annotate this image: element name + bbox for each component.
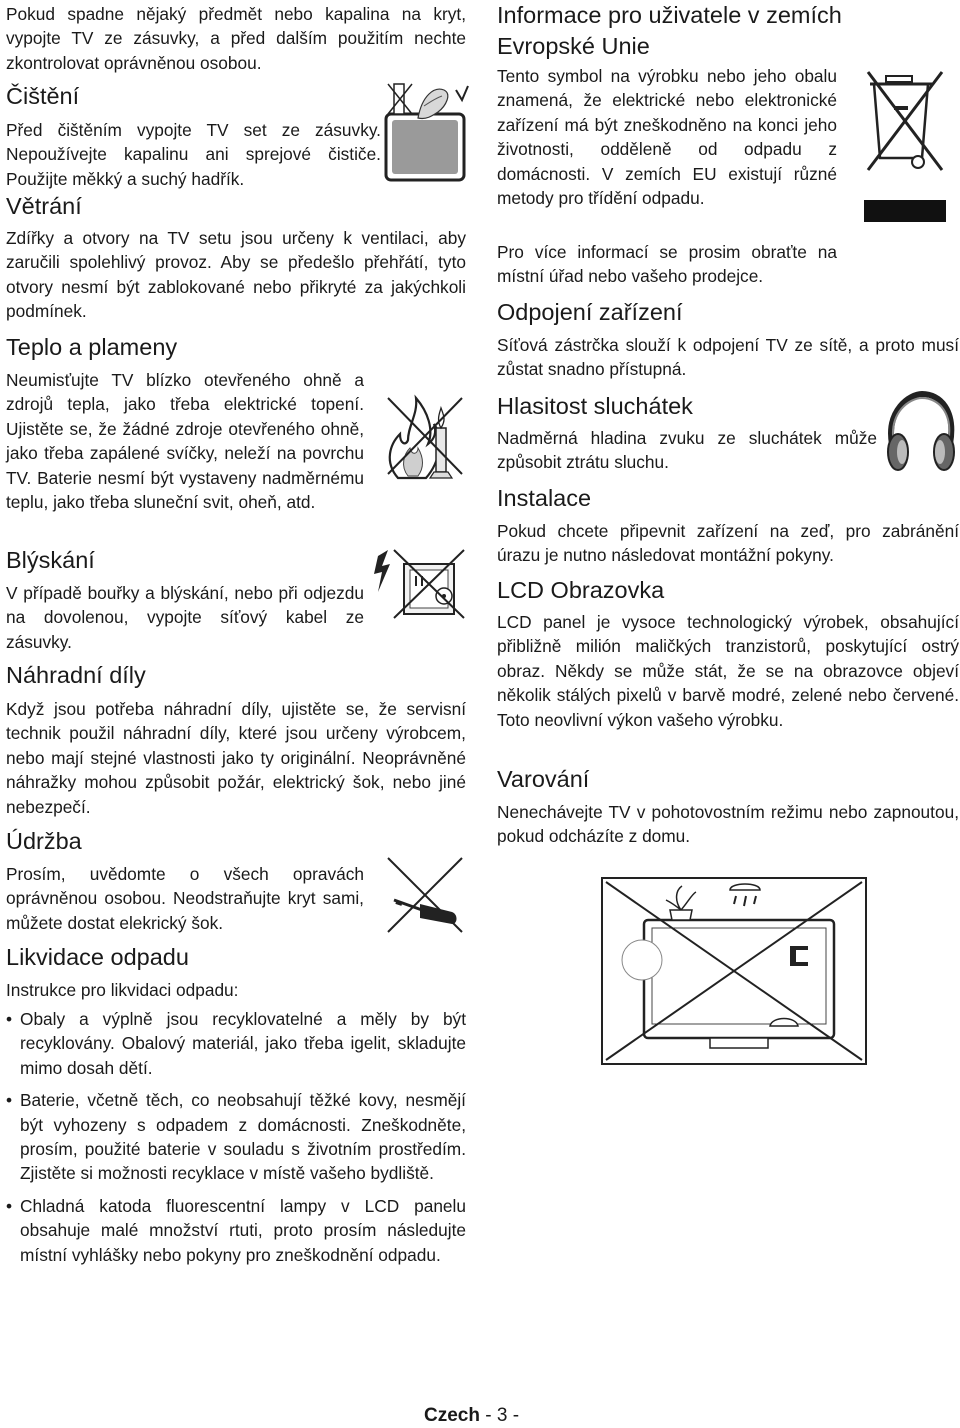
disconnect-heading: Odpojení zařízení <box>497 299 683 325</box>
lightning-heading: Blýskání <box>6 547 95 573</box>
lightning-text: V případě bouřky a blýskání, nebo při odjezdu na dovolenou, vypojte síťový kabel ze zásuvky. <box>6 583 364 652</box>
heat-heading: Teplo a plameny <box>6 334 178 360</box>
no-spray-cleaning-icon <box>382 76 474 186</box>
ventilation-text: Zdířky a otvory na TV setu jsou určeny k ventilaci, aby zaručili spolehlivý provoz. Aby se předešlo přehřátí, tyto otvory nesmí být zablokované nebo přikryté za jakýchkoli podmínek. <box>6 228 466 322</box>
headphones-text: Nadměrná hladina zvuku ze sluchátek může způsobit ztrátu sluchu. <box>497 428 877 473</box>
disposal-heading: Likvidace odpadu <box>6 944 189 970</box>
parts-heading: Náhradní díly <box>6 662 146 688</box>
maintenance-heading: Údržba <box>6 828 82 854</box>
cleaning-text: Před čištěním vypojte TV set ze zásuvky. Nepoužívejte kapalinu ani sprejové čističe. Použijte měkký a suchý hadřík. <box>6 120 381 189</box>
install-text: Pokud chcete připevnit zařízení na zeď, pro zabránění úrazu je nutno následovat montážní pokyny. <box>497 521 959 566</box>
disposal-list <box>6 1007 466 1267</box>
no-screwdriver-icon <box>382 852 468 938</box>
tv-placement-warning-icon <box>600 876 868 1066</box>
bullet-icon: • <box>6 1195 13 1216</box>
list-item: • Chladná katoda fluorescentní lampy v LCD panelu obsahuje malé množství rtuti, proto prosím následujte místní vyhlášky nebo pokyny pro zneškodnění odpadu. <box>6 1195 466 1265</box>
disposal-intro: Instrukce pro likvidaci odpadu: <box>6 980 239 1000</box>
footer-language: Czech <box>424 1405 480 1426</box>
cleaning-heading: Čištění <box>6 83 80 109</box>
parts-text: Když jsou potřeba náhradní díly, ujistěte se, že servisní technik použil náhradní díly, které jsou určeny výrobcem, nebo mají stejné vlastnosti jako ty originální. Neoprávněné náhražky mohou způsobit požár, elektrický šok, nebo jiné nebezpečí. <box>6 699 466 817</box>
no-fire-candle-icon <box>378 388 470 484</box>
disconnect-text: Síťová zástrčka slouží k odpojení TV ze sítě, a proto musí zůstat snadno přístupná. <box>497 335 959 380</box>
eu-text: Tento symbol na výrobku nebo jeho obalu znamená, že elektrické nebo elektronické zařízení má být zneškodněno na konci jeho životnosti, odděleně od odpadu z domácnosti. V zemích EU existují různé metody pro třídění odpadu. <box>497 66 837 209</box>
bullet-icon: • <box>6 1009 13 1029</box>
install-heading: Instalace <box>497 485 592 511</box>
crossed-out-wheelie-bin-icon <box>860 66 950 224</box>
intro-text: Pokud spadne nějaký předmět nebo kapalina na kryt, vypojte TV ze zásuvky, a před dalším použitím nechte zkontrolovat oprávněnou osobou. <box>6 4 466 73</box>
headphones-heading: Hlasitost sluchátek <box>497 393 693 419</box>
lcd-text: LCD panel je vysoce technologický výrobek, obsahující přibližně milión maličkých tranzistorů, poskytující ostrý obraz. Někdy se může stát, že se na obrazovce objeví několik stálých pixelů v barvě modré, zelené nebo červené. Toto neovlivní výkon vašeho výrobku. <box>497 612 959 730</box>
warning-heading: Varování <box>497 766 590 792</box>
bullet-icon: • <box>6 1090 13 1111</box>
page-footer <box>424 1404 519 1428</box>
warning-text: Nenechávejte TV v pohotovostním režimu nebo zapnoutou, pokud odcházíte z domu. <box>497 802 959 847</box>
list-item: • Baterie, včetně těch, co neobsahují těžké kovy, nesmějí být vyhozeny s odpadem z domácnosti. Zneškodněte, prosím, použité baterie v souladu s životním prostředím. Zjistěte si možnosti recyklace v místě vašeho bydliště. <box>6 1090 466 1184</box>
headphones-icon <box>880 390 960 476</box>
eu-heading: Informace pro uživatele v zemích Evropské Unie <box>497 2 842 59</box>
list-item: • Obaly a výplně jsou recyklovatelné a měly by být recyklovány. Obalový materiál, jako třeba igelit, skladujte mimo dosah dětí. <box>6 1009 466 1078</box>
maintenance-text: Prosím, uvědomte o všech opravách oprávněnou osobou. Neodstraňujte kryt sami, můžete dostat elekrický šok. <box>6 864 364 933</box>
lcd-heading: LCD Obrazovka <box>497 577 665 603</box>
ventilation-heading: Větrání <box>6 193 82 219</box>
heat-text: Neumisťujte TV blízko otevřeného ohně a zdrojů tepla, jako třeba elektrické topení. Ujistěte se, že žádné zdroje otevřeného ohně, jako třeba zapálené svíčky, neleží na povrchu TV. Baterie nesmí být vystaveny nadměrnému teplu, jako třeba sluneční svit, oheň, atd. <box>6 370 364 513</box>
eu-text-2: Pro více informací se prosim obraťte na místní úřad nebo vašeho prodejce. <box>497 242 837 287</box>
lightning-unplug-icon <box>372 544 468 620</box>
page-number: - 3 - <box>479 1405 520 1426</box>
